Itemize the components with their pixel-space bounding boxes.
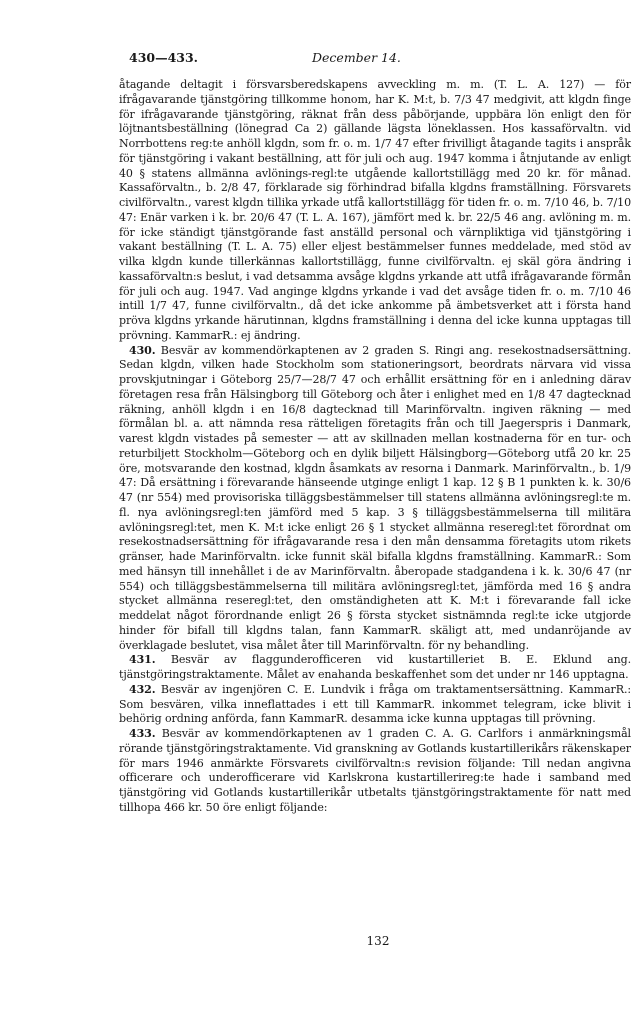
paragraph-continuation — [119, 78, 631, 344]
page-footer — [0, 934, 632, 948]
paragraph-432 — [119, 683, 631, 727]
paragraph-text: Besvär av flaggunderofficeren vid kustartilleriet B. E. Eklund ang. tjänstgöringstraktamente. Målet av enahanda beskaffenhet som det under nr 146 upptagna. — [119, 653, 632, 681]
paragraph-text: Besvär av ingenjören C. E. Lundvik i fråga om traktamentsersättning. KammarR.: Som besvären, vilka inneflattades i ett till KammarR. inkommet telegram, icke blivit i behörig ordning anförda, fann KammarR. desamma icke kunna upptagas till prövning. — [119, 682, 631, 726]
page-header — [129, 50, 632, 70]
case-number: 432. — [129, 682, 156, 696]
document-body — [119, 78, 631, 816]
paragraph-text: Besvär av kommendörkaptenen av 1 graden C. A. G. Carlfors i anmärkningsmål rörande tjänstgöringstraktamente. Vid granskning av Gotlands kustartillerikårs räkenskaper för mars 1946 anmärkte Försvarets civilförvaltn:s revision följande: Till nedan angivna officerare och underofficerare vid Karlskrona kustartillerireg:te hade i samband med tjänstgöring vid Gotlands kustartillerikår utbetalts tjänstgöringstraktamente för natt med tillhopa 466 kr. 50 öre enligt följande: — [119, 727, 631, 814]
page-number: 132 — [366, 934, 390, 948]
header-page-range: 430—433. — [129, 50, 199, 65]
case-number: 433. — [129, 727, 156, 740]
paragraph-430 — [119, 344, 631, 654]
paragraph-text: Besvär av kommendörkaptenen av 2 graden S. Ringi ang. resekostnadsersättning. Sedan klgdn, vilken hade Stockholm som stationeringsort, beordrats närvara vid vissa provskjutningar i Göteborg 25/7—28/7 47 och erhållit ersättning för en i anledning därav företagen resa från Hälsingborg till Göteborg och åter i enlighet med en 1/8 47 dagtecknad räkning, anhöll klgdn i en 16/8 dagtecknad till Marinförvaltn. ingiven räkning — med förmålan bl. a. att nämnda resa rätteligen företagits från och till Jaegerspris i Danmark, varest klgdn vistades på semester — att av skillnaden mellan kostnaderna för en tur- och returbiljett Stockholm—Göteborg och en dylik biljett Hälsingborg—Göteborg utfå 20 kr. 25 öre, motsvarande den kostnad, klgdn åsamkats av resorna i Danmark. Marinförvaltn., b. 1/9 47: Då ersättning i förevarande hänseende utginge enligt 1 kap. 12 § B 1 punkten k. k. 30/6 47 (nr 554) med provisoriska tilläggsbestämmelser till statens allmänna avlöningsregl:te m. fl. nya avlöningsregl:ten jämförd med 5 kap. 3 § tilläggsbestämmelserna till militära avlöningsregl:tet, men K. M:t icke enligt 26 § 1 stycket allmänna reseregl:tet förordnat om resekostnadsersättning för ifrågavarande resa i den mån densamma företagits utom rikets gränser, hade Marinförvaltn. icke funnit skäl bifalla klgdns framställning. KammarR.: Som med hänsyn till innehållet i de av Marinförvaltn. åberopade stadgandena i k. k. 30/6 47 (nr 554) och tilläggsbestämmelserna till militära avlöningsregl:tet, jämförda med 16 § andra stycket allmänna reseregl:tet, den omständigheten att K. M:t i förevarande fall icke meddelat något förordnande enligt 26 § första stycket sistnämnda regl:te icke utgjorde hinder för bifall till klgdns talan, fann KammarR. skäligt att, med undanröjande av överklagade beslutet, visa målet åter till Marinförvaltn. för ny behandling. — [119, 343, 631, 652]
paragraph-433 — [119, 727, 631, 816]
paragraph-text: åtagande deltagit i försvarsberedskapens avveckling m. m. (T. L. A. 127) — för ifrågavarande tjänstgöring tillkomme honom, har K. M:t, b. 7/3 47 medgivit, att klgdn finge för ifrågavarande tjänstgöring, räknat från dess påbörjande, uppbära lön enligt den för löjtnantsbeställning (lönegrad Ca 2) gällande lägsta löneklassen. Hos kassaförvaltn. vid Norrbottens reg:te anhöll klgdn, som fr. o. m. 1/7 47 efter frivilligt åtagande tagits i anspråk för tjänstgöring i vakant beställning, att för juli och aug. 1947 komma i åtnjutande av enligt 40 § statens allmänna avlönings-regl:te utgående kallortstillägg med 20 kr. för månad. Kassaförvaltn., b. 2/8 47, förklarade sig förhindrad bifalla klgdns framställning. Försvarets civilförvaltn., varest klgdn tillika yrkade utfå kallortstillägg för tiden fr. o. m. 7/10 46, b. 7/10 47: Enär varken i k. br. 20/6 47 (T. L. A. 167), jämfört med k. br. 22/5 46 ang. avlöning m. m. för icke ständigt tjänstgörande fast anställd personal och värnpliktiga vid tjänstgöring i vakant beställning (T. L. A. 75) eller eljest bestämmelser funnes meddelade, med stöd av vilka klgdn kunde tillerkännas kallortstillägg, funne civilförvaltn. ej skäl göra ändring i kassaförvaltn:s beslut, i vad detsamma avsåge klgdns yrkande att utfå ifrågavarande förmån för juli och aug. 1947. Vad anginge klgdns yrkande i vad det avsåge tiden fr. o. m. 7/10 46 intill 1/7 47, funne civilförvaltn., då det icke ankomme på ämbetsverket att i första hand pröva klgdns yrkande härutinnan, klgdns framställning i denna del icke kunna upptagas till prövning. KammarR.: ej ändring. — [119, 78, 631, 342]
case-number: 431. — [129, 653, 156, 667]
header-date: December 14. — [312, 50, 401, 65]
case-number: 430. — [129, 343, 156, 357]
paragraph-431 — [119, 653, 631, 683]
